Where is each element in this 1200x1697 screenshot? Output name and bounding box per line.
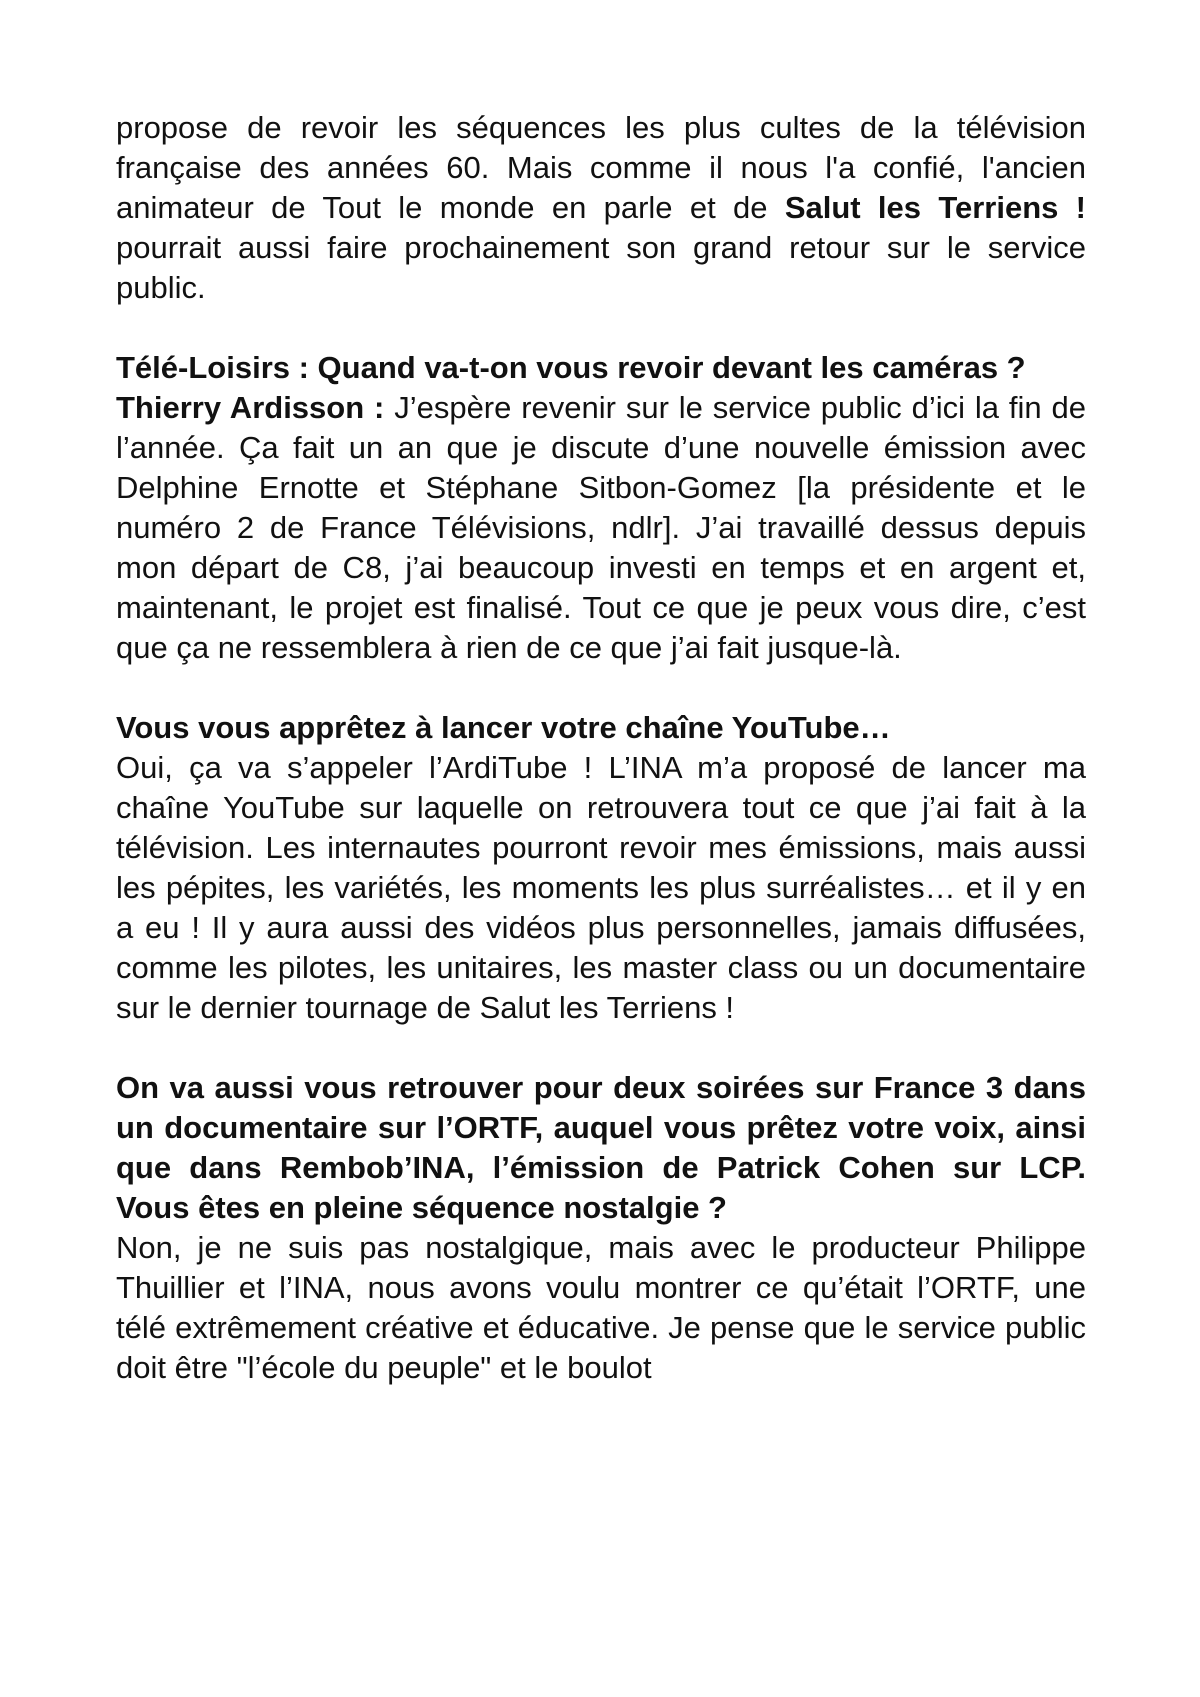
answer-3-text: Non, je ne suis pas nostalgique, mais avec le producteur Philippe Thuillier et l’INA, nous avons voulu montrer ce qu’était l’ORTF, une télé extrêmement créative et éducative. Je pense que le service public doit être "l’école du peuple" et le boulot <box>116 1230 1086 1385</box>
answer-2-text: Oui, ça va s’appeler l’ArdiTube ! L’INA m’a proposé de lancer ma chaîne YouTube sur laquelle on retrouvera tout ce que j’ai fait à la télévision. Les internautes pourront revoir mes émissions, mais aussi les pépites, les variétés, les moments les plus surréalistes… et il y en a eu ! Il y aura aussi des vidéos plus personnelles, jamais diffusées, comme les pilotes, les unitaires, les master class ou un documentaire sur le dernier tournage de Salut les Terriens ! <box>116 750 1086 1025</box>
answer-3 <box>116 1228 1086 1388</box>
intro-text-start: propose de revoir les séquences les plus cultes de la télévision française des années 60. Mais comme il nous l'a confié, l'ancien animateur de Tout le monde en parle et de <box>116 110 1086 225</box>
qa-block-2 <box>116 708 1086 1028</box>
question-1 <box>116 348 1086 388</box>
qa-block-3 <box>116 1068 1086 1388</box>
question-3-text: On va aussi vous retrouver pour deux soirées sur France 3 dans un documentaire sur l’ORTF, auquel vous prêtez votre voix, ainsi que dans Rembob’INA, l’émission de Patrick Cohen sur LCP. Vous êtes en pleine séquence nostalgie ? <box>116 1070 1086 1225</box>
question-3 <box>116 1068 1086 1228</box>
qa-block-1 <box>116 348 1086 668</box>
answer-2 <box>116 748 1086 1028</box>
answer-1-text: J’espère revenir sur le service public d’ici la fin de l’année. Ça fait un an que je discute d’une nouvelle émission avec Delphine Ernotte et Stéphane Sitbon-Gomez [la présidente et le numéro 2 de France Télévisions, ndlr]. J’ai travaillé dessus depuis mon départ de C8, j’ai beaucoup investi en temps et en argent et, maintenant, le projet est finalisé. Tout ce que je peux vous dire, c’est que ça ne ressemblera à rien de ce que j’ai fait jusque-là. <box>116 390 1086 665</box>
question-2-text: Vous vous apprêtez à lancer votre chaîne YouTube… <box>116 710 891 745</box>
speaker-name: Thierry Ardisson : <box>116 390 385 425</box>
intro-paragraph <box>116 108 1086 308</box>
answer-1 <box>116 388 1086 668</box>
question-2 <box>116 708 1086 748</box>
intro-text-end: pourrait aussi faire prochainement son grand retour sur le service public. <box>116 230 1086 305</box>
intro-block <box>116 108 1086 308</box>
article-page <box>116 108 1086 1388</box>
show-title-bold: Salut les Terriens ! <box>784 190 1086 225</box>
question-1-text: Télé-Loisirs : Quand va-t-on vous revoir devant les caméras ? <box>116 350 1026 385</box>
